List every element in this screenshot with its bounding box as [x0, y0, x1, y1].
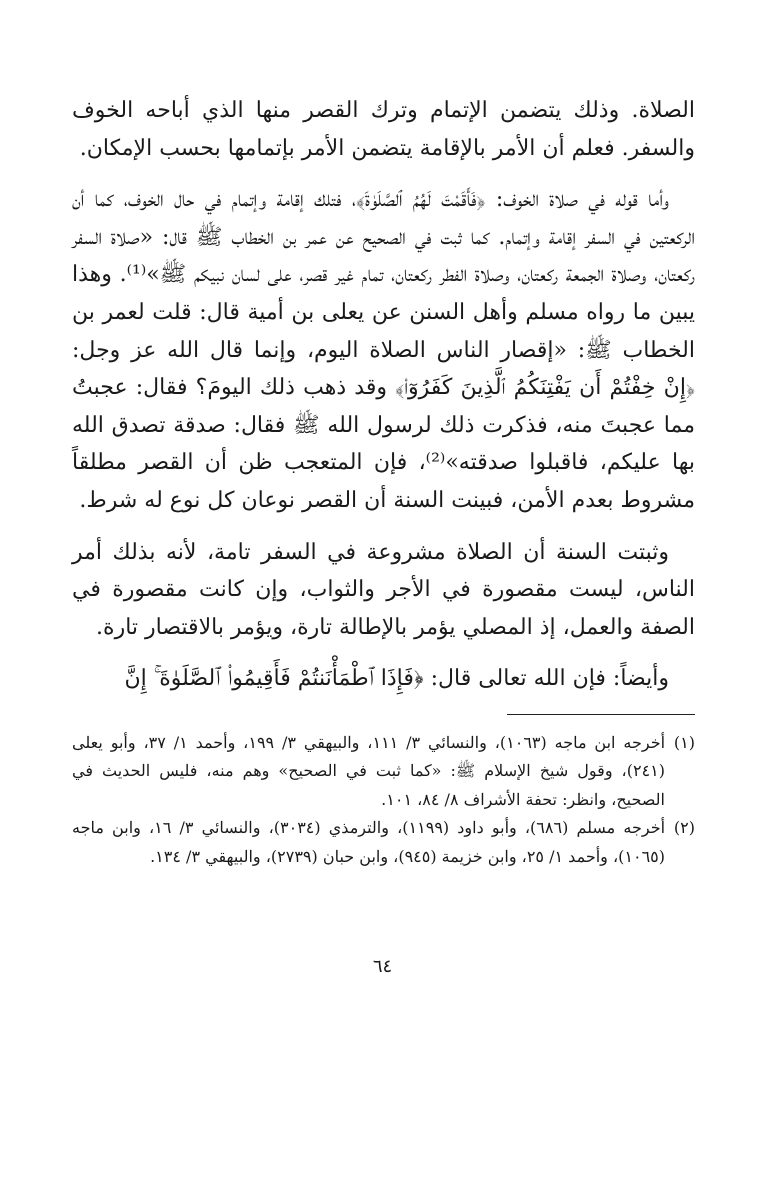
footnote-text: أخرجه مسلم (٦٨٦)، وأبو داود (١١٩٩)، والترمذي (٣٠٣٤)، والنسائي ٣/ ١٦، وابن ماجه (١٠٦٥)، وأحمد ١/ ٢٥، وابن خزيمة (٩٤٥)، وابن حبان (٢٧٣٩)، والبيهقي ٣/ ١٣٤.	[72, 818, 666, 866]
paragraph-1: الصلاة. وذلك يتضمن الإتمام وترك القصر منها الذي أباحه الخوف والسفر. فعلم أن الأمر بالإقامة يتضمن الأمر بإتمامها بحسب الإمكان.	[72, 98, 695, 161]
paragraph-2: وأما قوله في صلاة الخوف: ﴿فَأَقَمْتَ لَهُمُ ٱلصَّلَوٰةَ﴾، فتلك إقامة وإتمام في حال الخوف، كما أن الركعتين في السفر إقامة وإتمام. كما ثبت في الصحيح عن عمر بن الخطاب ﷺ قال: «صلاة السفر ركعتان، وصلاة الجمعة ركعتان، وصلاة الفطر ركعتان، تمام غير قصر، على لسان نبيكم ﷺ»⁽¹⁾. وهذا يبين ما رواه مسلم وأهل السنن عن يعلى بن أمية قال: قلت لعمر بن الخطاب ﷺ: «إقصار الناس الصلاة اليوم، وإنما قال الله عز وجل: ﴿إِنْ خِفْتُمْ أَن يَفْتِنَكُمُ ٱلَّذِينَ كَفَرُوٓا۟﴾ وقد ذهب ذلك اليومَ؟ فقال: عجبتُ مما عجبتَ منه، فذكرت ذلك لرسول الله ﷺ فقال: صدقة تصدق الله بها عليكم، فاقبلوا صدقته»⁽²⁾، فإن المتعجب ظن أن القصر مطلقاً مشروط بعدم الأمن، فبينت السنة أن القصر نوعان كل نوع له شرط.	[72, 187, 695, 513]
footnote-number: (٢)	[673, 818, 695, 838]
footnote-divider	[507, 714, 695, 715]
paragraph-3: وثبتت السنة أن الصلاة مشروعة في السفر تامة، لأنه بذلك أمر الناس، ليست مقصورة في الأجر والثواب، وإن كانت مقصورة في الصفة والعمل، إذ المصلي يؤمر بالإطالة تارة، ويؤمر بالاقتصار تارة.	[72, 539, 695, 640]
footnotes	[72, 729, 695, 872]
footnote-2	[72, 814, 695, 871]
footnote-number: (١)	[673, 732, 695, 752]
footnote-text: أخرجه ابن ماجه (١٠٦٣)، والنسائي ٣/ ١١١، والبيهقي ٣/ ١٩٩، وأحمد ١/ ٣٧، وأبو يعلى (٢٤١)، وقول شيخ الإسلام ﷺ: «كما ثبت في الصحيح» وهم منه، فليس الحديث في الصحيح، وانظر: تحفة الأشراف ٨/ ٨٤، ١٠١.	[72, 732, 666, 809]
page-number: ٦٤	[372, 956, 393, 977]
paragraph-4: وأيضاً: فإن الله تعالى قال: ﴿فَإِذَا ٱطْمَأْنَنتُمْ فَأَقِيمُوا۟ ٱلصَّلَوٰةَ ۚ إِنَّ	[124, 666, 669, 692]
main-text	[72, 92, 695, 698]
footnote-1	[72, 729, 695, 815]
book-page	[72, 92, 695, 1191]
